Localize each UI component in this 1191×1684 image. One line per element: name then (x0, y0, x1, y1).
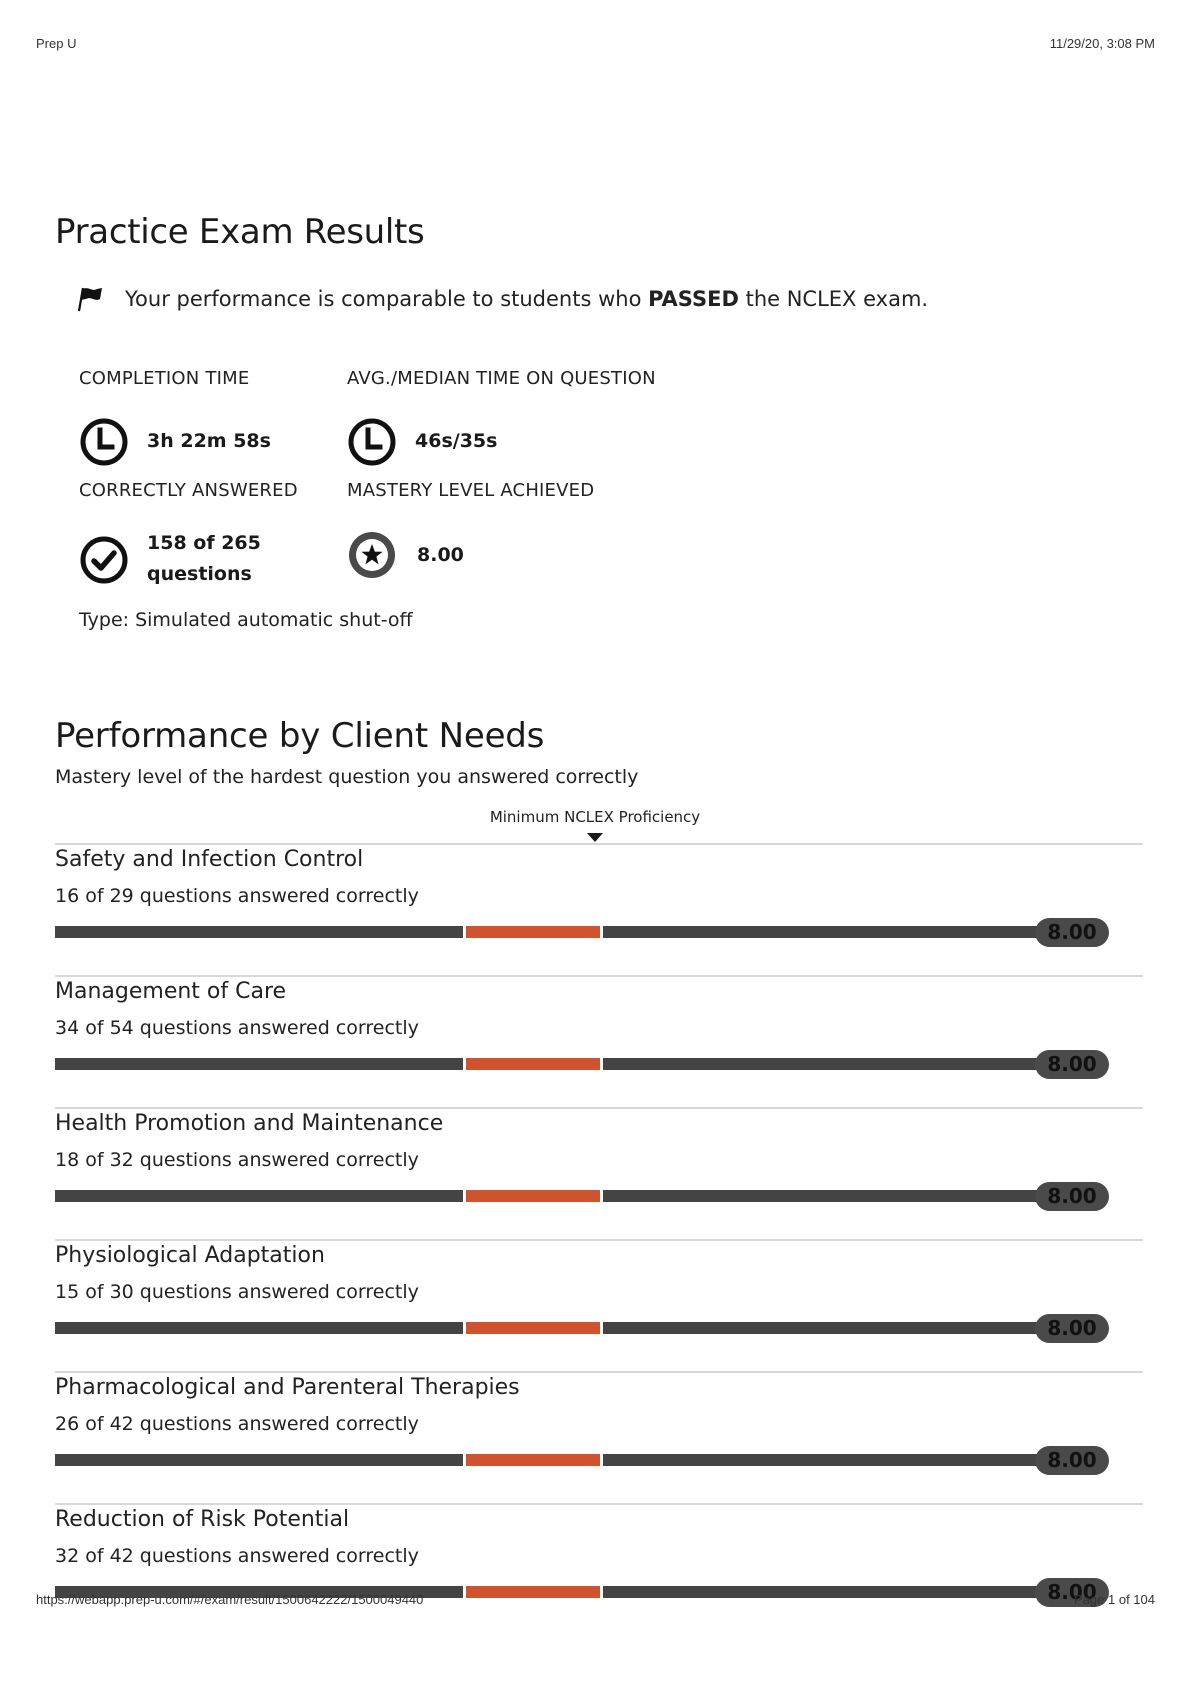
client-need-row (55, 1371, 1143, 1503)
mastery-bar-proficiency (466, 1454, 600, 1466)
client-need-name: Management of Care (55, 979, 287, 1004)
mastery-bar-low (55, 1454, 463, 1466)
print-header-title: Prep U (36, 36, 77, 51)
client-need-count: 26 of 42 questions answered correctly (55, 1413, 419, 1435)
correct-answered-label: CORRECTLY ANSWERED (79, 480, 298, 501)
check-circle-icon (79, 535, 129, 585)
mastery-score-badge: 8.00 (1035, 1314, 1109, 1343)
mastery-score-badge: 8.00 (1035, 918, 1109, 947)
mastery-score-badge: 8.00 (1035, 1182, 1109, 1211)
mastery-score-badge: 8.00 (1035, 1050, 1109, 1079)
mastery-bar-high (603, 1454, 1065, 1466)
mastery-level-label: MASTERY LEVEL ACHIEVED (347, 480, 595, 501)
mastery-bar (55, 1322, 1065, 1334)
mastery-bar-proficiency (466, 1190, 600, 1202)
avg-time-label: AVG./MEDIAN TIME ON QUESTION (347, 368, 656, 389)
client-need-name: Health Promotion and Maintenance (55, 1111, 444, 1136)
proficiency-label: Minimum NCLEX Proficiency (489, 808, 701, 826)
client-need-count: 15 of 30 questions answered correctly (55, 1281, 419, 1303)
mastery-score-badge: 8.00 (1035, 1578, 1109, 1607)
mastery-bar-low (55, 1322, 463, 1334)
mastery-bar-high (603, 1058, 1065, 1070)
correct-answered-unit: questions (147, 563, 252, 585)
client-need-count: 34 of 54 questions answered correctly (55, 1017, 419, 1039)
correct-answered-value (147, 528, 261, 590)
flag-icon (75, 286, 105, 312)
print-header-date: 11/29/20, 3:08 PM (1049, 36, 1155, 51)
performance-suffix: the NCLEX exam. (738, 287, 929, 311)
client-need-count: 16 of 29 questions answered correctly (55, 885, 419, 907)
mastery-bar-low (55, 926, 463, 938)
correct-answered-count: 158 of 265 (147, 532, 261, 554)
mastery-score-badge: 8.00 (1035, 1446, 1109, 1475)
client-need-name: Pharmacological and Parenteral Therapies (55, 1375, 520, 1400)
mastery-bar (55, 1058, 1065, 1070)
print-footer-url: https://webapp.prep-u.com/#/exam/result/1500642222/1500049440 (36, 1592, 424, 1607)
mastery-bar-proficiency (466, 926, 600, 938)
client-need-row (55, 1503, 1143, 1635)
mastery-bar (55, 1454, 1065, 1466)
client-need-name: Reduction of Risk Potential (55, 1507, 350, 1532)
client-need-row (55, 975, 1143, 1107)
mastery-level-value: 8.00 (417, 544, 464, 566)
mastery-bar-high (603, 1190, 1065, 1202)
print-footer-page: Page 1 of 104 (1074, 1592, 1155, 1607)
section-title-client-needs: Performance by Client Needs (55, 716, 545, 756)
client-need-name: Physiological Adaptation (55, 1243, 325, 1268)
completion-time-value: 3h 22m 58s (147, 430, 271, 452)
print-header (36, 36, 1155, 51)
client-need-count: 32 of 42 questions answered correctly (55, 1545, 419, 1567)
performance-prefix: Your performance is comparable to students who (125, 287, 649, 311)
print-footer (36, 1592, 1155, 1607)
client-need-name: Safety and Infection Control (55, 847, 364, 872)
client-need-row (55, 1107, 1143, 1239)
client-need-count: 18 of 32 questions answered correctly (55, 1149, 419, 1171)
proficiency-marker-icon (587, 833, 603, 842)
clock-icon (79, 417, 129, 467)
mastery-bar-low (55, 1190, 463, 1202)
clock-icon (347, 417, 397, 467)
star-badge-icon (347, 530, 397, 580)
avg-time-value: 46s/35s (415, 430, 498, 452)
section-subtitle: Mastery level of the hardest question you answered correctly (55, 766, 639, 788)
mastery-bar-proficiency (466, 1322, 600, 1334)
performance-emphasis: PASSED (648, 287, 739, 311)
mastery-bar-high (603, 1322, 1065, 1334)
exam-type: Type: Simulated automatic shut-off (79, 609, 413, 631)
client-need-row (55, 1239, 1143, 1371)
page-title: Practice Exam Results (55, 212, 425, 252)
mastery-bar-proficiency (466, 1058, 600, 1070)
mastery-bar-high (603, 926, 1065, 938)
mastery-bar (55, 926, 1065, 938)
completion-time-label: COMPLETION TIME (79, 368, 250, 389)
client-need-row (55, 843, 1143, 975)
performance-summary (75, 286, 928, 312)
mastery-bar (55, 1190, 1065, 1202)
mastery-bar-low (55, 1058, 463, 1070)
